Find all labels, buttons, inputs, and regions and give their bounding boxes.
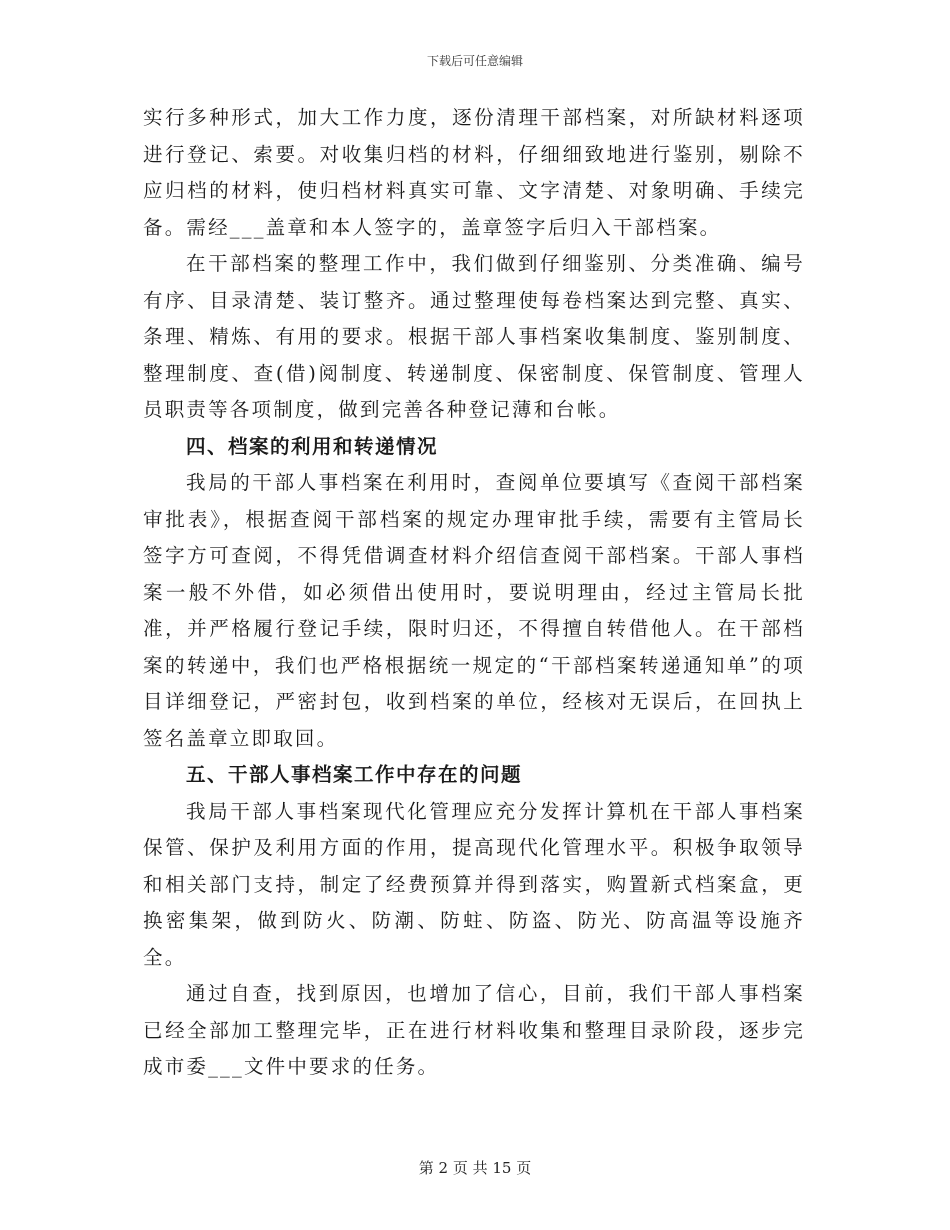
paragraph-modernization: 我局干部人事档案现代化管理应充分发挥计算机在干部人事档案保管、保护及利用方面的作用，提高现代化管理水平。积极争取领导和相关部门支持，制定了经费预算并得到落实，购置新式档案盒，更换密集架，做到防火、防潮、防蛀、防盗、防光、防高温等设施齐全。 <box>143 799 805 969</box>
paragraph-conclusion: 通过自查，找到原因，也增加了信心，目前，我们干部人事档案已经全部加工整理完毕，正在进行材料收集和整理目录阶段，逐步完成市委___文件中要求的任务。 <box>143 982 805 1078</box>
section-heading-5: 五、干部人事档案工作中存在的问题 <box>186 763 523 786</box>
section-heading-4: 四、档案的利用和转递情况 <box>186 434 439 458</box>
paragraph-archive-usage: 我局的干部人事档案在利用时，查阅单位要填写《查阅干部档案审批表》，根据查阅干部档案的规定办理审批手续，需要有主管局长签字方可查阅，不得凭借调查材料介绍信查阅干部档案。干部人事档案一般不外借，如必须借出使用时，要说明理由，经过主管局长批准，并严格履行登记手续，限时归还，不得擅自转借他人。在干部档案的转递中，我们也严格根据统一规定的“干部档案转递通知单”的项目详细登记，严密封包，收到档案的单位，经核对无误后，在回执上签名盖章立即取回。 <box>143 471 805 750</box>
paragraph-archive-organizing: 在干部档案的整理工作中，我们做到仔细鉴别、分类准确、编号有序、目录清楚、装订整齐。通过整理使每卷档案达到完整、真实、条理、精炼、有用的要求。根据干部人事档案收集制度、鉴别制度、整理制度、查(借)阅制度、转递制度、保密制度、保管制度、管理人员职责等各项制度，做到完善各种登记薄和台帐。 <box>143 252 805 421</box>
header-note: 下载后可任意编辑 <box>426 54 523 68</box>
page-number: 第 2 页 共 15 页 <box>418 1159 532 1177</box>
paragraph-continuation: 实行多种形式，加大工作力度，逐份清理干部档案，对所缺材料逐项进行登记、索要。对收集归档的材料，仔细细致地进行鉴别，剔除不应归档的材料，使归档材料真实可靠、文字清楚、对象明确、手续完备。需经___盖章和本人签字的，盖章签字后归入干部档案。 <box>143 106 805 239</box>
document-body <box>143 100 805 1086</box>
